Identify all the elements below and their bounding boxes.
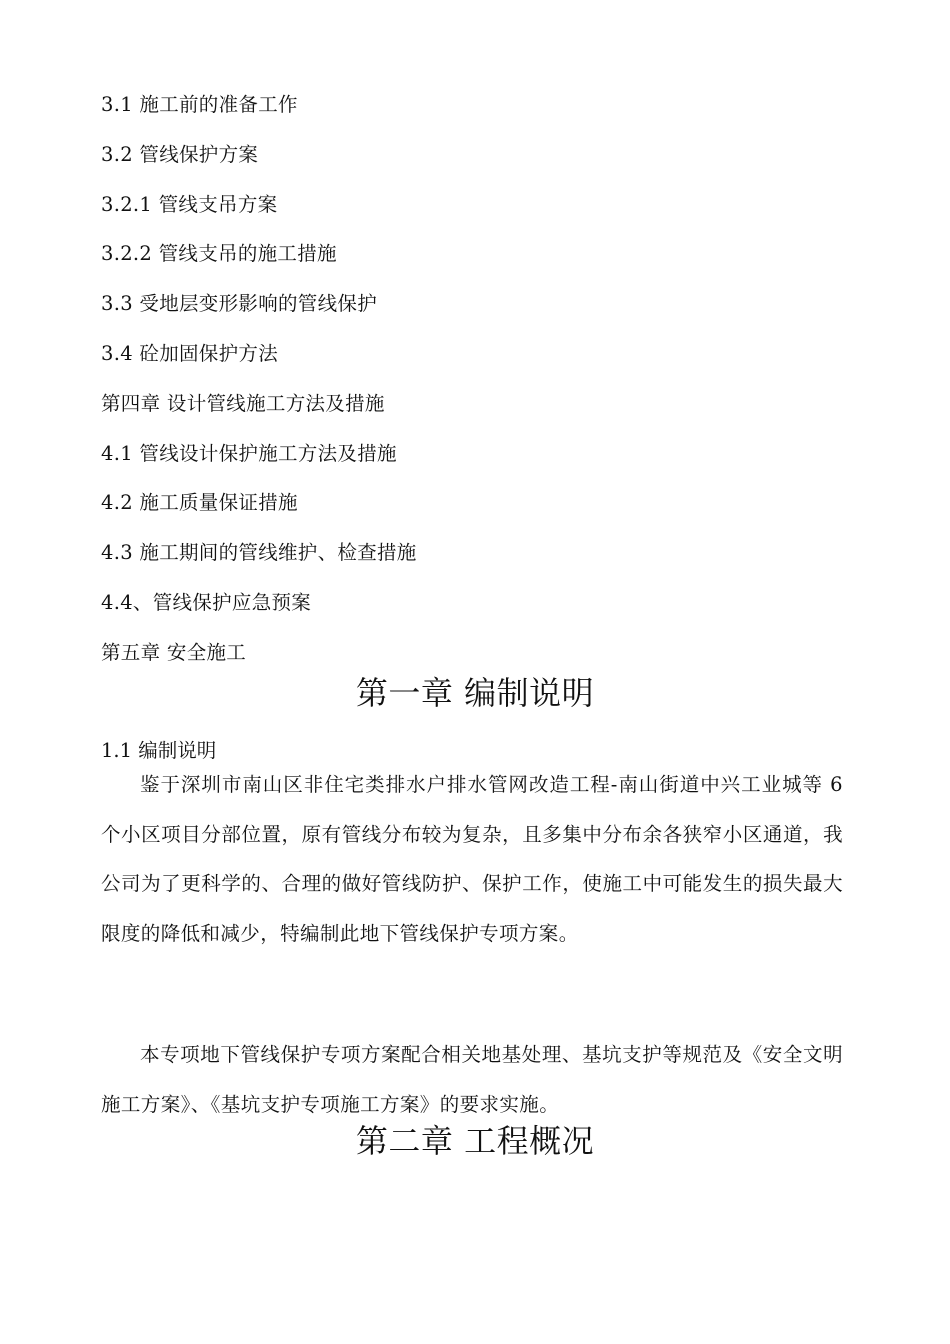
toc-item: 第五章 安全施工 xyxy=(101,640,247,664)
chapter-1-title: 第一章 编制说明 xyxy=(355,674,595,712)
toc-item: 3.2.2 管线支吊的施工措施 xyxy=(101,242,337,266)
toc-item: 4.2 施工质量保证措施 xyxy=(101,491,298,515)
toc-item: 4.4、管线保护应急预案 xyxy=(101,590,312,614)
toc-item: 3.3 受地层变形影响的管线保护 xyxy=(101,292,378,316)
toc-item: 4.1 管线设计保护施工方法及措施 xyxy=(101,441,397,465)
table-of-contents xyxy=(101,90,861,688)
toc-item: 3.4 砼加固保护方法 xyxy=(101,341,279,365)
toc-item: 3.1 施工前的准备工作 xyxy=(101,93,298,116)
toc-item: 4.3 施工期间的管线维护、检查措施 xyxy=(101,541,417,565)
toc-item: 3.2 管线保护方案 xyxy=(101,142,259,166)
section-heading-1-1: 1.1 编制说明 xyxy=(101,739,217,762)
body-paragraph-2: 本专项地下管线保护专项方案配合相关地基处理、基坑支护等规范及《安全文明施工方案》、《基坑支护专项施工方案》的要求实施。 xyxy=(101,1043,843,1116)
toc-item: 3.2.1 管线支吊方案 xyxy=(101,192,278,216)
chapter-2-title: 第二章 工程概况 xyxy=(355,1122,595,1160)
body-paragraph-1: 鉴于深圳市南山区非住宅类排水户排水管网改造工程-南山街道中兴工业城等 6 个小区项目分部位置，原有管线分布较为复杂，且多集中分布余各狭窄小区通道，我公司为了更科学的、合理的做好管线防护、保护工作，使施工中可能发生的损失最大限度的降低和减少，特编制此地下管线保护专项方案。 xyxy=(101,773,843,945)
toc-item: 第四章 设计管线施工方法及措施 xyxy=(101,391,385,415)
